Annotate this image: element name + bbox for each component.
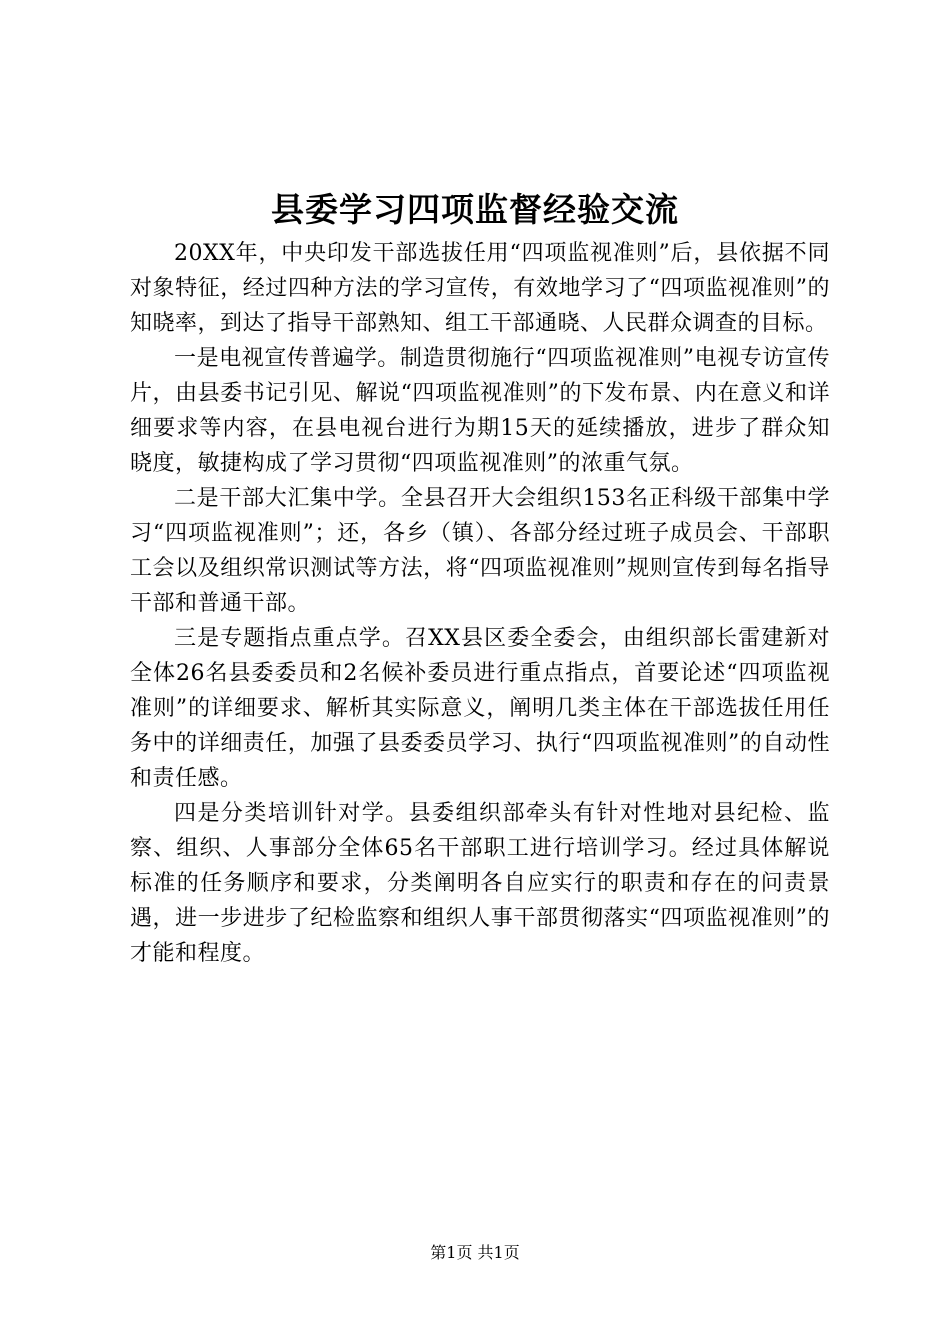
paragraph-special-guidance: 三是专题指点重点学。召XX县区委全委会，由组织部长雷建新对全体26名县委委员和2名候补委员进行重点指点，首要论述“四项监视准则”的详细要求、解析其实际意义，阐明几类主体在干部选拔任用任务中的详细责任，加强了县委委员学习、执行“四项监视准则”的自动性和责任感。 <box>130 626 830 791</box>
paragraph-tv-publicity: 一是电视宣传普遍学。制造贯彻施行“四项监视准则”电视专访宣传片，由县委书记引见、解说“四项监视准则”的下发布景、内在意义和详细要求等内容，在县电视台进行为期15天的延续播放，进步了群众知晓度，敏捷构成了学习贯彻“四项监视准则”的浓重气氛。 <box>130 346 830 476</box>
paragraph-cadre-meeting: 二是干部大汇集中学。全县召开大会组织153名正科级干部集中学习“四项监视准则”；还，各乡（镇）、各部分经过班子成员会、干部职工会以及组织常识测试等方法，将“四项监视准则”规则宣传到每名指导干部和普通干部。 <box>130 486 830 616</box>
document-title: 县委学习四项监督经验交流 <box>271 190 679 229</box>
document-body <box>130 236 830 971</box>
page-number-footer: 第1页 共1页 <box>430 1243 520 1262</box>
paragraph-intro: 20XX年，中央印发干部选拔任用“四项监视准则”后，县依据不同对象特征，经过四种方法的学习宣传，有效地学习了“四项监视准则”的知晓率，到达了指导干部熟知、组工干部通晓、人民群众调查的目标。 <box>130 241 830 336</box>
paragraph-classified-training: 四是分类培训针对学。县委组织部牵头有针对性地对县纪检、监察、组织、人事部分全体65名干部职工进行培训学习。经过具体解说标准的任务顺序和要求，分类阐明各自应实行的职责和存在的问责景遇，进一步进步了纪检监察和组织人事干部贯彻落实“四项监视准则”的才能和程度。 <box>130 801 830 966</box>
